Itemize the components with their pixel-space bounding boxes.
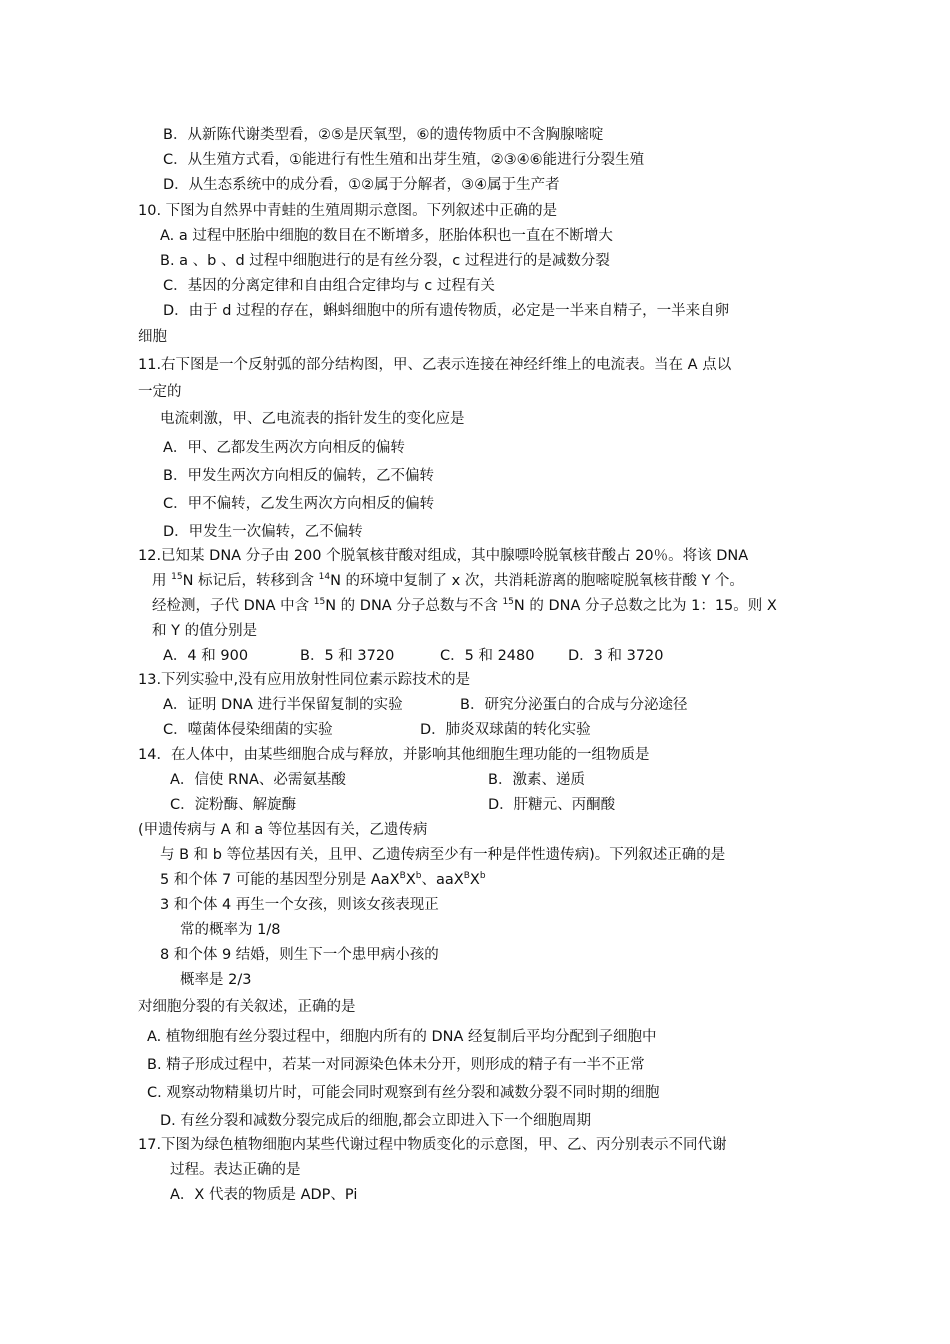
- q13-option-a: A．证明 DNA 进行半保留复制的实验: [163, 697, 403, 713]
- q14-option-a: A．信使 RNA、必需氨基酸: [170, 772, 346, 788]
- q9-option-b: B．从新陈代谢类型看，②⑤是厌氧型，⑥的遗传物质中不含胸腺嘧啶: [163, 127, 604, 143]
- q9-option-d: D．从生态系统中的成分看，①②属于分解者，③④属于生产者: [163, 177, 560, 193]
- q16-option-d: D. 有丝分裂和减数分裂完成后的细胞,都会立即进入下一个细胞周期: [160, 1113, 591, 1129]
- q10-option-d-cont: 细胞: [138, 329, 167, 345]
- q10-option-d: D．由于 d 过程的存在，蝌蚪细胞中的所有遗传物质，必定是一半来自精子，一半来自卵: [163, 303, 730, 319]
- q10-option-c: C．基因的分离定律和自由组合定律均与 c 过程有关: [163, 278, 495, 294]
- q12-option-d: D．3 和 3720: [568, 648, 664, 664]
- q14-option-d: D．肝糖元、丙酮酸: [488, 797, 616, 813]
- q15-option-marriage: 8 和个体 9 结婚，则生下一个患甲病小孩的: [160, 947, 439, 963]
- q11-option-b: B．甲发生两次方向相反的偏转，乙不偏转: [163, 468, 434, 484]
- q11-option-d: D．甲发生一次偏转，乙不偏转: [163, 524, 363, 540]
- q12-stem-line2: 用 $^{15}$N 标记后，转移到含 $^{14}$N 的环境中复制了 x 次，共消耗游离的胞嘧啶脱氧核苷酸 Y 个。: [152, 572, 744, 589]
- q13-option-c: C．噬菌体侵染细菌的实验: [163, 722, 333, 738]
- q15-option-genotype: 5 和个体 7 可能的基因型分别是 $AaX^BX^b$、$aaX^BX^b$: [160, 871, 486, 888]
- q13-stem: 13.下列实验中,没有应用放射性同位素示踪技术的是: [138, 672, 471, 688]
- q10-option-b: B. a 、b 、d 过程中细胞进行的是有丝分裂，c 过程进行的是减数分裂: [160, 253, 610, 269]
- q10-stem: 10. 下图为自然界中青蛙的生殖周期示意图。下列叙述中正确的是: [138, 203, 558, 219]
- q11-option-c: C．甲不偏转，乙发生两次方向相反的偏转: [163, 496, 435, 512]
- q10-option-a: A. a 过程中胚胎中细胞的数目在不断增多，胚胎体积也一直在不断增大: [160, 228, 613, 244]
- q12-option-c: C．5 和 2480: [440, 648, 535, 664]
- q13-option-d: D．肺炎双球菌的转化实验: [420, 722, 591, 738]
- q13-option-b: B．研究分泌蛋白的合成与分泌途径: [460, 697, 688, 713]
- q17-option-a: A．X 代表的物质是 ADP、Pi: [170, 1187, 358, 1203]
- q12-option-a: A．4 和 900: [163, 648, 249, 664]
- q16-option-a: A. 植物细胞有丝分裂过程中，细胞内所有的 DNA 经复制后平均分配到子细胞中: [147, 1029, 657, 1045]
- q16-option-c: C. 观察动物精巢切片时，可能会同时观察到有丝分裂和减数分裂不同时期的细胞: [147, 1085, 660, 1101]
- q17-stem: 17.下图为绿色植物细胞内某些代谢过程中物质变化的示意图，甲、乙、丙分别表示不同代谢: [138, 1137, 727, 1153]
- q11-option-a: A．甲、乙都发生两次方向相反的偏转: [163, 440, 405, 456]
- q12-option-b: B．5 和 3720: [300, 648, 395, 664]
- q15-stem-cont: 与 B 和 b 等位基因有关，且甲、乙遗传病至少有一种是伴性遗传病)。下列叙述正确的是: [160, 847, 726, 863]
- q11-stem-cont2: 电流刺激，甲、乙电流表的指针发生的变化应是: [160, 411, 465, 427]
- q15-option-girl-cont: 常的概率为 1/8: [180, 922, 281, 938]
- q14-option-b: B．激素、递质: [488, 772, 585, 788]
- q12-stem-line4: 和 Y 的值分别是: [152, 623, 258, 639]
- q15-option-girl: 3 和个体 4 再生一个女孩，则该女孩表现正: [160, 897, 439, 913]
- q16-stem: 对细胞分裂的有关叙述，正确的是: [138, 999, 356, 1015]
- q11-stem-cont: 一定的: [138, 384, 182, 400]
- q11-stem: 11.右下图是一个反射弧的部分结构图，甲、乙表示连接在神经纤维上的电流表。当在 A 点以: [138, 357, 732, 373]
- q14-stem: 14．在人体中，由某些细胞合成与释放，并影响其他细胞生理功能的一组物质是: [138, 747, 650, 763]
- q14-option-c: C．淀粉酶、解旋酶: [170, 797, 297, 813]
- q16-option-b: B. 精子形成过程中，若某一对同源染色体未分开，则形成的精子有一半不正常: [147, 1057, 645, 1073]
- q15-option-marriage-cont: 概率是 2/3: [180, 972, 252, 988]
- q12-stem-line3: 经检测，子代 DNA 中含 $^{15}$N 的 DNA 分子总数与不含 $^{15}$N 的 DNA 分子总数之比为 1：15。则 X: [152, 597, 777, 614]
- q17-stem-cont: 过程。表达正确的是: [170, 1162, 301, 1178]
- q15-stem: (甲遗传病与 A 和 a 等位基因有关，乙遗传病: [138, 822, 428, 838]
- q12-stem-line1: 12.已知某 DNA 分子由 200 个脱氧核苷酸对组成，其中腺嘌呤脱氧核苷酸占 20％。将该 DNA: [138, 548, 749, 564]
- q9-option-c: C．从生殖方式看，①能进行有性生殖和出芽生殖，②③④⑥能进行分裂生殖: [163, 152, 645, 168]
